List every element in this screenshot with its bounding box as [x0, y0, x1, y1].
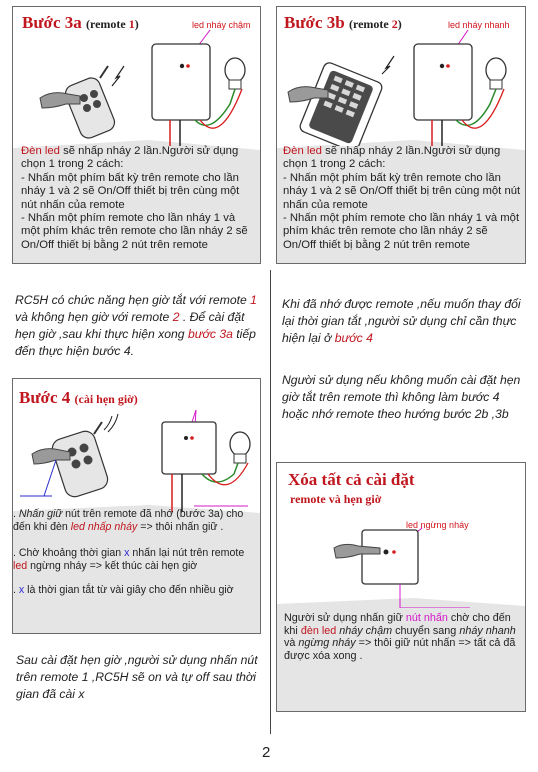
- after-timer-note: Sau cài đặt hẹn giờ ,người sử dụng nhấn nút trên remote 1 ,RC5H sẽ on và tự off sau thời gian đã cài x: [16, 653, 258, 701]
- keypad-remote-icon: [298, 61, 383, 146]
- bulb-icon: [230, 432, 250, 463]
- skip-timer-note: Người sử dụng nếu không muốn cài đặt hẹn giờ tắt trên remote thì không làm bước 4 hoặc nhớ remote theo hướng bước 2b ,3b: [282, 373, 521, 421]
- reset-title: Xóa tất cả cài đặt: [288, 470, 415, 489]
- step-4-text: . Nhấn giữ nút trên remote đã nhớ (bước 3a) cho đến khi đèn led nhấp nháy => thôi nhấn giữ . . Chờ khoảng thời gian x nhấn lại nút trên remote led ngừng nháy => kết thúc cài hẹn giờ . x là thời gian tắt từ vài giây cho đến nhiều giờ: [13, 508, 245, 596]
- reset-subtitle: remote và hẹn giờ: [290, 492, 382, 506]
- step-4-title: Bước 4 (cài hẹn giờ): [19, 388, 138, 407]
- column-divider: [270, 270, 271, 734]
- step-4-illustration: [16, 404, 260, 512]
- receiver-device: [414, 44, 472, 120]
- receiver-device: [152, 44, 210, 120]
- remote-fob-icon: [50, 422, 110, 499]
- step-3b-text: Đèn led sẽ nhấp nháy 2 lần.Người sử dụng chọn 1 trong 2 cách: - Nhấn một phím bất kỳ trên remote cho lần nháy 1 và 2 sẽ On/Off thiết bị trên cùng một nút nhấn của remote - Nhấn một phím remote cho lần nháy 1 và một phím khác trên remote cho lần nháy 2 sẽ On/Off thiết bị bằng 2 nút trên remote: [283, 145, 521, 251]
- step-3b-title: Bước 3b (remote 2): [284, 13, 402, 32]
- page-number: 2: [262, 744, 271, 761]
- change-timer-note: Khi đã nhớ được remote ,nếu muốn thay đổi lại thời gian tắt ,người sử dụng chỉ cần thực hiện lại ở bước 4: [282, 297, 521, 345]
- bulb-icon: [486, 58, 506, 89]
- step-3a-text: Đèn led sẽ nhấp nháy 2 lần.Người sử dụng chọn 1 trong 2 cách: - Nhấn một phím bất kỳ trên remote cho lần nháy 1 và 2 sẽ On/Off thiết bị trên cùng một nút nhấn của remote - Nhấn một phím remote cho lần nháy 1 và một phím khác trên remote cho lần nháy 2 sẽ On/Off thiết bị bằng 2 nút trên remote: [21, 145, 248, 251]
- step-3a-led-label: led nháy chậm: [192, 20, 251, 30]
- reset-led-label: led ngừng nháy: [406, 520, 469, 530]
- reset-text: Người sử dụng nhấn giữ nút nhấn chờ cho đến khi đèn led nháy chậm chuyển sang nháy nhanh và ngừng nháy => thôi giữ nút nhấn => tất cả đã được xóa xong .: [284, 612, 516, 662]
- receiver-device: [362, 530, 418, 584]
- step-3a-title: Bước 3a (remote 1): [22, 13, 139, 32]
- step-3a-illustration: [30, 28, 260, 146]
- bulb-icon: [225, 58, 245, 89]
- reset-illustration: [330, 524, 510, 608]
- timer-intro-note: RC5H có chức năng hẹn giờ tắt với remote 1 và không hẹn giờ với remote 2 . Để cài đặt hẹn giờ ,sau khi thực hiện xong bước 3a tiếp đến thực hiện bước 4.: [15, 293, 257, 358]
- step-3b-led-label: led nháy nhanh: [448, 20, 510, 30]
- step-3b-illustration: [284, 28, 522, 146]
- receiver-device: [162, 422, 216, 474]
